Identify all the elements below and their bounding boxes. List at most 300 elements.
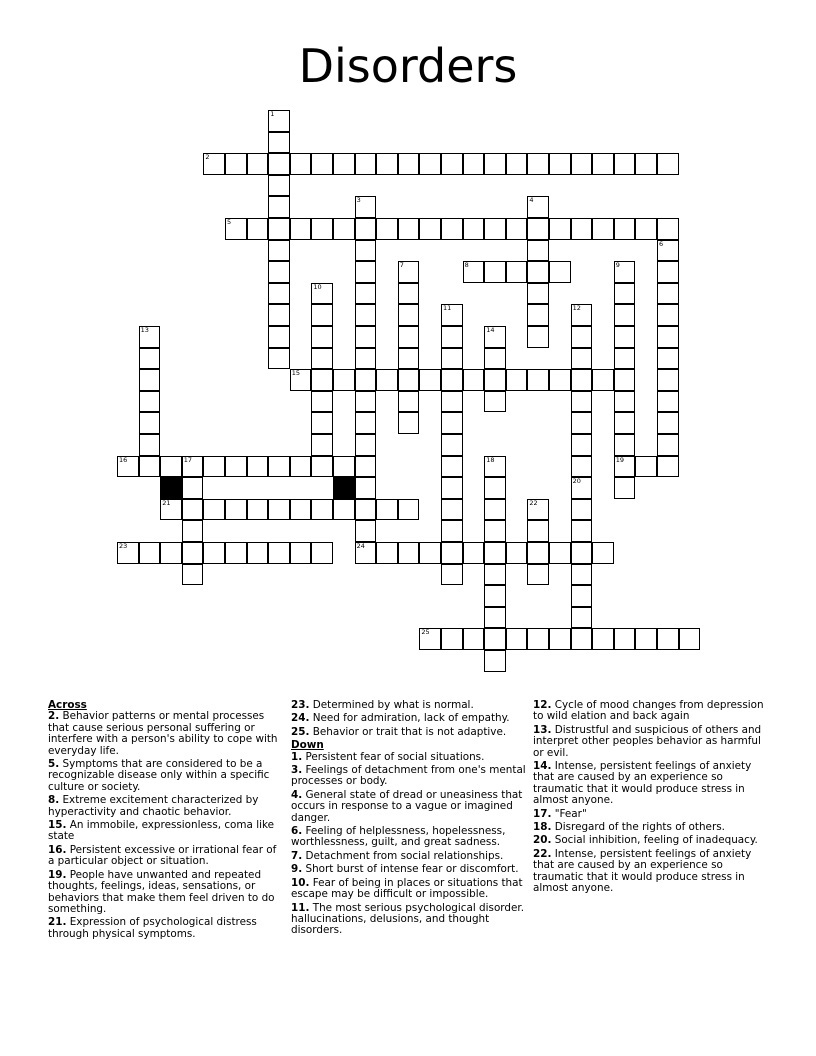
grid-cell[interactable] [290, 542, 312, 564]
grid-cell[interactable] [311, 499, 333, 521]
grid-cell[interactable] [527, 326, 549, 348]
grid-cell[interactable] [311, 304, 333, 326]
grid-cell[interactable] [506, 542, 528, 564]
grid-cell[interactable] [549, 369, 571, 391]
grid-cell[interactable] [657, 283, 679, 305]
grid-cell[interactable] [571, 607, 593, 629]
grid-cell[interactable] [549, 153, 571, 175]
clue-text: Fear of being in places or situations that escape may be difficult or impossible. [291, 876, 523, 901]
grid-cell[interactable] [592, 628, 614, 650]
grid-cell[interactable] [635, 218, 657, 240]
grid-cell[interactable] [527, 564, 549, 586]
grid-cell[interactable] [311, 412, 333, 434]
clue-number: 7. [291, 849, 303, 862]
grid-cell[interactable] [614, 412, 636, 434]
clue-number: 6. [291, 825, 303, 838]
grid-cell[interactable] [355, 434, 377, 456]
clues-column-2 [291, 700, 526, 939]
grid-cell[interactable] [527, 261, 549, 283]
grid-cell[interactable] [484, 542, 506, 564]
grid-cell[interactable] [398, 153, 420, 175]
grid-cell[interactable] [311, 218, 333, 240]
grid-cell[interactable] [441, 218, 463, 240]
grid-cell[interactable] [311, 434, 333, 456]
grid-cell[interactable] [225, 499, 247, 521]
clue-number: 11. [291, 901, 310, 914]
grid-cell[interactable] [592, 153, 614, 175]
grid-cell[interactable] [139, 391, 161, 413]
clue-text: The most serious psychological disorder. hallucinations, delusions, and thought disorders. [291, 901, 525, 937]
grid-cell[interactable] [398, 542, 420, 564]
grid-cell[interactable] [311, 456, 333, 478]
grid-cell[interactable] [463, 369, 485, 391]
grid-cell[interactable] [203, 499, 225, 521]
clue-text: Intense, persistent feelings of anxiety that are caused by an experience so traumatic that it would produce stress in almost anyone. [533, 760, 752, 807]
grid-cell[interactable] [441, 628, 463, 650]
grid-cell[interactable] [355, 196, 377, 218]
grid-cell[interactable] [657, 218, 679, 240]
grid-cell[interactable] [527, 283, 549, 305]
page-title: Disorders [298, 39, 518, 93]
grid-cell[interactable] [657, 348, 679, 370]
grid-cell[interactable] [484, 218, 506, 240]
grid-cell[interactable] [571, 585, 593, 607]
clue-item [533, 835, 768, 846]
grid-cell[interactable] [571, 369, 593, 391]
grid-cell[interactable] [160, 499, 182, 521]
grid-cell[interactable] [419, 542, 441, 564]
clue-text: Determined by what is normal. [309, 699, 474, 711]
grid-cell[interactable] [441, 456, 463, 478]
grid-cell[interactable] [182, 520, 204, 542]
grid-cell[interactable] [268, 499, 290, 521]
grid-cell[interactable] [311, 326, 333, 348]
grid-cell[interactable] [355, 304, 377, 326]
grid-cell[interactable] [463, 542, 485, 564]
grid-cell[interactable] [268, 196, 290, 218]
grid-cell[interactable] [311, 391, 333, 413]
clue-item [48, 917, 283, 940]
clue-item [291, 903, 526, 937]
grid-cell[interactable] [484, 650, 506, 672]
clue-item [48, 870, 283, 916]
grid-cell[interactable] [571, 304, 593, 326]
grid-cell[interactable] [635, 153, 657, 175]
grid-cell[interactable] [268, 240, 290, 262]
grid-cell[interactable] [268, 456, 290, 478]
grid-cell[interactable] [527, 369, 549, 391]
cell-number: 13 [140, 326, 149, 334]
grid-cell[interactable] [355, 261, 377, 283]
grid-cell[interactable] [139, 369, 161, 391]
grid-cell[interactable] [182, 456, 204, 478]
grid-cell[interactable] [571, 628, 593, 650]
clue-number: 24. [291, 712, 310, 725]
clue-text: Feeling of helplessness, hopelessness, worthlessness, guilt, and great sadness. [291, 825, 506, 849]
grid-cell[interactable] [290, 499, 312, 521]
grid-cell[interactable] [376, 153, 398, 175]
grid-cell[interactable] [311, 369, 333, 391]
clue-number: 21. [48, 916, 67, 929]
grid-cell[interactable] [441, 348, 463, 370]
clue-item [533, 809, 768, 820]
clue-item [533, 822, 768, 833]
grid-cell[interactable] [225, 153, 247, 175]
cell-number: 20 [572, 477, 581, 486]
grid-cell[interactable] [355, 153, 377, 175]
grid-cell[interactable] [203, 456, 225, 478]
grid-cell[interactable] [549, 261, 571, 283]
grid-cell[interactable] [571, 499, 593, 521]
grid-cell[interactable] [398, 369, 420, 391]
grid-cell[interactable] [225, 218, 247, 240]
clues-column-1 [48, 700, 283, 942]
grid-cell[interactable] [571, 412, 593, 434]
grid-cell[interactable] [657, 412, 679, 434]
grid-cell[interactable] [441, 391, 463, 413]
clues-column-3 [533, 700, 768, 897]
grid-cell[interactable] [398, 391, 420, 413]
grid-cell[interactable] [441, 542, 463, 564]
grid-cell[interactable] [398, 326, 420, 348]
grid-cell[interactable] [311, 542, 333, 564]
grid-cell[interactable] [614, 391, 636, 413]
grid-cell[interactable] [160, 542, 182, 564]
grid-cell[interactable] [441, 477, 463, 499]
grid-cell[interactable] [614, 369, 636, 391]
grid-cell[interactable] [527, 153, 549, 175]
grid-cell[interactable] [268, 304, 290, 326]
grid-cell[interactable] [268, 348, 290, 370]
grid-cell[interactable] [441, 434, 463, 456]
grid-cell[interactable] [333, 456, 355, 478]
grid-cell[interactable] [657, 456, 679, 478]
grid-cell[interactable] [333, 499, 355, 521]
clue-number: 22. [533, 847, 552, 860]
grid-cell[interactable] [527, 520, 549, 542]
clue-text: Disregard of the rights of others. [551, 821, 725, 834]
grid-cell[interactable] [484, 369, 506, 391]
grid-cell[interactable] [571, 153, 593, 175]
grid-cell[interactable] [268, 218, 290, 240]
cell-number: 2 [205, 153, 210, 162]
grid-cell[interactable] [463, 153, 485, 175]
grid-cell[interactable] [527, 628, 549, 650]
grid-black-cell [333, 477, 355, 499]
grid-cell[interactable] [290, 456, 312, 478]
grid-cell[interactable] [247, 218, 269, 240]
grid-cell[interactable] [635, 456, 657, 478]
clue-number: 16. [48, 843, 67, 856]
grid-cell[interactable] [571, 348, 593, 370]
cell-number: 7 [399, 261, 404, 270]
grid-cell[interactable] [355, 369, 377, 391]
clue-text: Persistent fear of social situations. [302, 750, 485, 763]
grid-cell[interactable] [139, 412, 161, 434]
grid-cell[interactable] [614, 348, 636, 370]
clue-item [48, 711, 283, 757]
grid-cell[interactable] [527, 196, 549, 218]
grid-cell[interactable] [484, 520, 506, 542]
grid-cell[interactable] [506, 153, 528, 175]
grid-cell[interactable] [311, 348, 333, 370]
grid-cell[interactable] [355, 499, 377, 521]
grid-cell[interactable] [441, 520, 463, 542]
grid-cell[interactable] [657, 628, 679, 650]
grid-cell[interactable] [139, 434, 161, 456]
grid-cell[interactable] [441, 326, 463, 348]
grid-cell[interactable] [355, 456, 377, 478]
clue-item [291, 765, 526, 788]
grid-cell[interactable] [333, 153, 355, 175]
grid-cell[interactable] [484, 326, 506, 348]
clue-number: 19. [48, 868, 67, 881]
grid-cell[interactable] [614, 434, 636, 456]
clue-item [533, 725, 768, 759]
grid-cell[interactable] [117, 542, 139, 564]
grid-cell[interactable] [376, 542, 398, 564]
grid-cell[interactable] [441, 499, 463, 521]
grid-cell[interactable] [571, 456, 593, 478]
grid-cell[interactable] [376, 499, 398, 521]
grid-cell[interactable] [484, 391, 506, 413]
grid-black-cell [160, 477, 182, 499]
clue-text: Behavior or trait that is not adaptive. [309, 725, 507, 738]
grid-cell[interactable] [635, 628, 657, 650]
grid-cell[interactable] [657, 391, 679, 413]
grid-cell[interactable] [484, 628, 506, 650]
grid-cell[interactable] [527, 218, 549, 240]
grid-cell[interactable] [484, 261, 506, 283]
grid-cell[interactable] [614, 153, 636, 175]
grid-cell[interactable] [268, 175, 290, 197]
grid-cell[interactable] [398, 218, 420, 240]
clue-item [291, 790, 526, 824]
grid-cell[interactable] [614, 218, 636, 240]
clue-text: Intense, persistent feelings of anxiety that are caused by an experience so traumatic that it would produce stress in almost anyone. [533, 847, 752, 895]
grid-cell[interactable] [376, 218, 398, 240]
grid-cell[interactable] [268, 261, 290, 283]
grid-cell[interactable] [182, 477, 204, 499]
grid-cell[interactable] [441, 369, 463, 391]
cell-number: 22 [529, 498, 538, 507]
grid-cell[interactable] [506, 369, 528, 391]
grid-cell[interactable] [398, 348, 420, 370]
down-heading: Down [291, 739, 324, 752]
grid-cell[interactable] [139, 542, 161, 564]
clue-text: An immobile, expressionless, coma like state [48, 819, 275, 843]
grid-cell[interactable] [571, 434, 593, 456]
grid-cell[interactable] [268, 326, 290, 348]
clue-text: Detachment from social relationships. [302, 849, 504, 862]
grid-cell[interactable] [484, 499, 506, 521]
grid-cell[interactable] [311, 283, 333, 305]
grid-cell[interactable] [247, 153, 269, 175]
clue-number: 17. [533, 807, 552, 820]
grid-cell[interactable] [225, 456, 247, 478]
grid-cell[interactable] [549, 218, 571, 240]
clue-number: 8. [48, 794, 60, 807]
grid-cell[interactable] [614, 628, 636, 650]
grid-cell[interactable] [290, 218, 312, 240]
grid-cell[interactable] [614, 477, 636, 499]
grid-cell[interactable] [441, 153, 463, 175]
grid-cell[interactable] [657, 304, 679, 326]
grid-cell[interactable] [268, 110, 290, 132]
clue-item [533, 700, 768, 723]
grid-cell[interactable] [355, 348, 377, 370]
clue-text: General state of dread or uneasiness that occurs in response to a vague or imagined danger. [291, 788, 523, 824]
grid-cell[interactable] [355, 326, 377, 348]
grid-cell[interactable] [182, 499, 204, 521]
grid-cell[interactable] [571, 542, 593, 564]
grid-cell[interactable] [484, 607, 506, 629]
grid-cell[interactable] [571, 520, 593, 542]
clue-item [291, 700, 526, 711]
grid-cell[interactable] [463, 261, 485, 283]
grid-cell[interactable] [571, 391, 593, 413]
grid-cell[interactable] [506, 218, 528, 240]
across-heading: Across [48, 699, 87, 711]
grid-cell[interactable] [203, 542, 225, 564]
grid-cell[interactable] [355, 283, 377, 305]
grid-cell[interactable] [614, 456, 636, 478]
grid-cell[interactable] [247, 456, 269, 478]
grid-cell[interactable] [441, 412, 463, 434]
grid-cell[interactable] [441, 304, 463, 326]
grid-cell[interactable] [657, 261, 679, 283]
grid-cell[interactable] [463, 218, 485, 240]
grid-cell[interactable] [549, 542, 571, 564]
cell-number: 21 [162, 498, 171, 507]
grid-cell[interactable] [484, 585, 506, 607]
grid-cell[interactable] [398, 499, 420, 521]
grid-cell[interactable] [268, 542, 290, 564]
grid-cell[interactable] [398, 412, 420, 434]
grid-cell[interactable] [355, 520, 377, 542]
cell-number: 6 [659, 239, 664, 248]
cell-number: 15 [291, 369, 301, 378]
clue-item [48, 820, 283, 843]
grid-cell[interactable] [679, 628, 701, 650]
grid-cell[interactable] [506, 261, 528, 283]
grid-cell[interactable] [527, 240, 549, 262]
cell-number: 5 [227, 218, 232, 226]
grid-cell[interactable] [268, 132, 290, 154]
grid-cell[interactable] [441, 564, 463, 586]
clue-text: Feelings of detachment from one's mental processes or body. [291, 764, 526, 788]
grid-cell[interactable] [139, 456, 161, 478]
cell-number: 11 [443, 304, 452, 313]
grid-cell[interactable] [139, 348, 161, 370]
grid-cell[interactable] [355, 218, 377, 240]
cell-number: 1 [270, 110, 275, 118]
grid-cell[interactable] [268, 153, 290, 175]
grid-cell[interactable] [333, 218, 355, 240]
grid-cell[interactable] [398, 304, 420, 326]
grid-cell[interactable] [614, 261, 636, 283]
grid-cell[interactable] [290, 153, 312, 175]
clue-number: 3. [291, 764, 303, 777]
grid-cell[interactable] [376, 369, 398, 391]
grid-cell[interactable] [333, 369, 355, 391]
grid-cell[interactable] [268, 283, 290, 305]
grid-cell[interactable] [571, 477, 593, 499]
grid-cell[interactable] [311, 153, 333, 175]
grid-cell[interactable] [117, 456, 139, 478]
grid-cell[interactable] [355, 391, 377, 413]
clue-item [48, 845, 283, 868]
grid-cell[interactable] [484, 477, 506, 499]
grid-cell[interactable] [506, 628, 528, 650]
clue-text: Social inhibition, feeling of inadequacy. [551, 834, 758, 847]
clue-number: 12. [533, 699, 552, 711]
grid-cell[interactable] [592, 542, 614, 564]
grid-cell[interactable] [182, 564, 204, 586]
grid-cell[interactable] [657, 326, 679, 348]
grid-cell[interactable] [398, 283, 420, 305]
clue-number: 13. [533, 723, 552, 736]
grid-cell[interactable] [549, 628, 571, 650]
grid-cell[interactable] [592, 369, 614, 391]
cell-number: 18 [486, 455, 495, 464]
grid-cell[interactable] [247, 542, 269, 564]
grid-cell[interactable] [484, 456, 506, 478]
grid-cell[interactable] [463, 628, 485, 650]
grid-cell[interactable] [527, 499, 549, 521]
grid-cell[interactable] [571, 326, 593, 348]
grid-cell[interactable] [139, 326, 161, 348]
grid-cell[interactable] [571, 218, 593, 240]
cell-number: 17 [183, 455, 193, 464]
grid-cell[interactable] [203, 153, 225, 175]
grid-cell[interactable] [355, 542, 377, 564]
grid-cell[interactable] [657, 434, 679, 456]
clue-item [291, 727, 526, 738]
clue-number: 2. [48, 710, 60, 723]
grid-cell[interactable] [355, 412, 377, 434]
grid-cell[interactable] [419, 218, 441, 240]
grid-cell[interactable] [225, 542, 247, 564]
grid-cell[interactable] [484, 153, 506, 175]
grid-cell[interactable] [160, 456, 182, 478]
grid-cell[interactable] [484, 348, 506, 370]
grid-cell[interactable] [571, 564, 593, 586]
grid-cell[interactable] [527, 304, 549, 326]
grid-cell[interactable] [355, 477, 377, 499]
grid-cell[interactable] [614, 283, 636, 305]
grid-cell[interactable] [657, 369, 679, 391]
grid-cell[interactable] [419, 628, 441, 650]
grid-cell[interactable] [290, 369, 312, 391]
grid-cell[interactable] [657, 240, 679, 262]
grid-cell[interactable] [614, 304, 636, 326]
clue-number: 10. [291, 876, 310, 889]
grid-cell[interactable] [484, 564, 506, 586]
grid-cell[interactable] [657, 153, 679, 175]
grid-cell[interactable] [419, 369, 441, 391]
grid-cell[interactable] [614, 326, 636, 348]
grid-cell[interactable] [592, 218, 614, 240]
grid-cell[interactable] [398, 261, 420, 283]
grid-cell[interactable] [182, 542, 204, 564]
grid-cell[interactable] [247, 499, 269, 521]
grid-cell[interactable] [527, 542, 549, 564]
grid-cell[interactable] [355, 240, 377, 262]
grid-cell[interactable] [419, 153, 441, 175]
cell-number: 4 [529, 196, 534, 205]
clue-number: 23. [291, 699, 310, 711]
